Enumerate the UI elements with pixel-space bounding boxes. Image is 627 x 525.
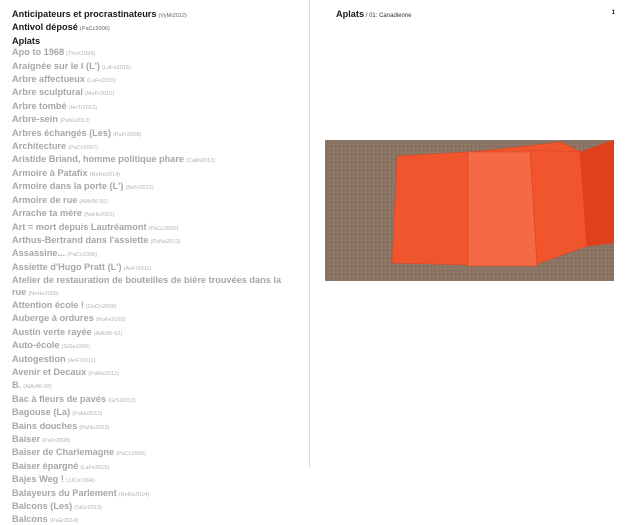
index-item-code: (AnFr2011) [123, 265, 152, 272]
index-item-title: Atelier de restauration de bouteilles de bière trouvées dans la rue [12, 275, 282, 297]
index-item[interactable] [12, 354, 307, 367]
index-item-title: Arbre sculptural [12, 87, 83, 98]
index-item-code: (PaNa2013) [150, 238, 181, 245]
index-item-code: (PaEr2014) [49, 518, 79, 525]
index-item-title: Araignée sur le I (L') [12, 60, 100, 71]
index-item-code: (SiGa1996) [61, 344, 91, 351]
index-item[interactable] [12, 501, 307, 514]
index-item-code: (LaFe2015) [87, 78, 116, 85]
index-list [12, 9, 307, 525]
index-item[interactable] [12, 22, 307, 35]
index-item-code: (ThvX1999) [66, 51, 96, 58]
index-item-code: (PaNu2013) [59, 118, 91, 125]
index-item[interactable] [12, 394, 307, 407]
artwork-painting [325, 140, 614, 281]
detail-title: Aplats [336, 9, 365, 19]
index-item-title: Arbres échangés (Les) [12, 127, 112, 138]
index-item[interactable] [12, 367, 307, 380]
index-item[interactable] [12, 248, 307, 261]
index-item[interactable] [12, 222, 307, 235]
index-item-code: (GrSt2013) [107, 397, 136, 404]
artwork-image[interactable] [325, 140, 614, 281]
index-item-code: (HoTr2013) [68, 104, 98, 111]
index-item-code: (VyMi2012) [158, 13, 187, 19]
index-item-title: Austin verte rayée [12, 326, 92, 337]
index-item-title: Apo to 1968 [12, 47, 65, 58]
index-item-code: (BeFr2012) [125, 185, 154, 192]
index-item-title: Baiser épargné [12, 460, 79, 471]
index-item-code: (NaHe2001) [83, 212, 115, 219]
index-item-code: (DaCh2009) [85, 303, 117, 310]
index-item-title: Baiser [12, 434, 41, 444]
index-item-code: (PaCc2006) [79, 26, 110, 33]
index-item-code: (ReRe2014) [118, 491, 150, 498]
index-item[interactable] [12, 461, 307, 474]
index-item[interactable] [12, 514, 307, 525]
index-item-title: Architecture [12, 141, 67, 152]
index-item-title: Armoire dans la porte (L') [12, 181, 124, 192]
index-item[interactable] [12, 128, 307, 141]
index-item-code: (AlAr86-92) [93, 330, 123, 337]
index-item[interactable] [12, 168, 307, 181]
index-item-code: (PaCc2006) [116, 451, 146, 458]
index-item-title: Aristide Briand, homme politique phare [12, 154, 185, 165]
index-item[interactable] [12, 262, 307, 275]
index-item-title: Antivol déposé [12, 22, 78, 33]
index-item[interactable] [12, 61, 307, 74]
index-item-title: Bains douches [12, 420, 78, 431]
index-item-code: (AlAr86-92) [23, 384, 52, 391]
artwork-right-flap [530, 150, 587, 264]
index-item-title: Armoire à Patafix [12, 167, 88, 178]
index-item[interactable] [12, 421, 307, 434]
index-item-code: (PaNu2013) [79, 424, 110, 431]
index-item-title: Balcons [12, 514, 48, 525]
index-item-title: Armoire de rue [12, 194, 78, 205]
index-item-code: (PaFr2008) [42, 438, 71, 444]
index-item[interactable] [12, 380, 307, 393]
index-item-code: (CaMi2013) [186, 158, 216, 165]
artwork-center-panel [468, 148, 537, 266]
index-item-code: (PaCc2006) [67, 252, 97, 259]
index-item[interactable] [12, 208, 307, 221]
index-item[interactable] [12, 154, 307, 167]
index-item-code: (AnFr2011) [67, 357, 96, 364]
index-item[interactable] [12, 36, 307, 47]
index-item[interactable] [12, 407, 307, 420]
index-item-code: (PaCc2000) [148, 225, 179, 232]
index-item-title: Auto-école [12, 340, 60, 351]
index-item-code: (ReRe2014) [89, 171, 121, 178]
index-item[interactable] [12, 101, 307, 114]
index-item-title: Assassine... [12, 248, 66, 259]
index-item-code: (AlAr86-92) [79, 198, 108, 205]
index-item[interactable] [12, 114, 307, 127]
detail-subtitle: / 01: Canadienne [364, 13, 412, 19]
index-item[interactable] [12, 488, 307, 501]
artwork-left-panel [392, 152, 468, 265]
index-item-title: Arthus-Bertrand dans l'assiette [12, 234, 149, 245]
index-item[interactable] [12, 313, 307, 326]
index-item[interactable] [12, 275, 307, 300]
index-item-title: Arbre-sein [12, 114, 58, 125]
index-item-code: (MeFr2010) [84, 91, 115, 98]
index-item-title: Arbre tombé [12, 100, 67, 111]
index-item-code: (LaFe2015) [80, 464, 110, 471]
index-item-title: Balcons (Les) [12, 501, 73, 512]
index-item[interactable] [12, 181, 307, 194]
index-item-title: Art = mort depuis Lautréamont [12, 221, 147, 232]
index-item-title: Assiette d'Hugo Pratt (L') [12, 261, 122, 272]
index-item[interactable] [12, 340, 307, 353]
index-panel [0, 0, 309, 525]
index-item-title: Anticipateurs et procrastinateurs [12, 9, 157, 19]
index-item-code: (PaFr2008) [113, 131, 142, 138]
index-item-title: B. [12, 380, 22, 391]
index-item-code: (JJCe1994) [65, 478, 95, 485]
index-item[interactable] [12, 474, 307, 487]
detail-panel [310, 0, 627, 525]
index-item[interactable] [12, 74, 307, 87]
index-item[interactable] [12, 141, 307, 154]
index-item-title: Bajes Weg ! [12, 474, 64, 485]
page-number: 1 [611, 10, 615, 16]
index-item[interactable] [12, 195, 307, 208]
index-item-code: (LaFe2015) [101, 64, 131, 71]
index-item-title: Autogestion [12, 353, 66, 364]
index-item-title: Attention école ! [12, 299, 84, 310]
index-item-title: Bac à fleurs de pavés [12, 393, 106, 404]
detail-header [336, 9, 411, 19]
index-item-code: (PaNu2013) [72, 411, 103, 418]
index-item-code: (NeHe2009) [28, 290, 59, 297]
index-item-code: (PaMa2012) [88, 370, 120, 377]
index-item[interactable] [12, 434, 307, 447]
index-item-title: Avenir et Decaux [12, 366, 87, 377]
index-item-title: Aplats [12, 35, 41, 46]
index-item-title: Baiser de Charlemagne [12, 447, 115, 458]
index-item-code: (StGr2013) [74, 505, 102, 512]
index-item[interactable] [12, 327, 307, 340]
index-item-title: Arrache ta mère [12, 208, 82, 219]
index-item[interactable] [12, 235, 307, 248]
index-item[interactable] [12, 300, 307, 313]
index-item[interactable] [12, 447, 307, 460]
index-item-code: (NoFe2010) [95, 317, 126, 324]
index-item-title: Balayeurs du Parlement [12, 487, 117, 498]
index-item[interactable] [12, 47, 307, 60]
index-item-title: Auberge à ordures [12, 313, 94, 324]
index-item-title: Arbre affectueux [12, 74, 86, 85]
index-item-title: Bagouse (La) [12, 407, 71, 418]
index-item[interactable] [12, 87, 307, 100]
index-item[interactable] [12, 9, 307, 22]
index-item-code: (PaCc2007) [68, 145, 98, 152]
